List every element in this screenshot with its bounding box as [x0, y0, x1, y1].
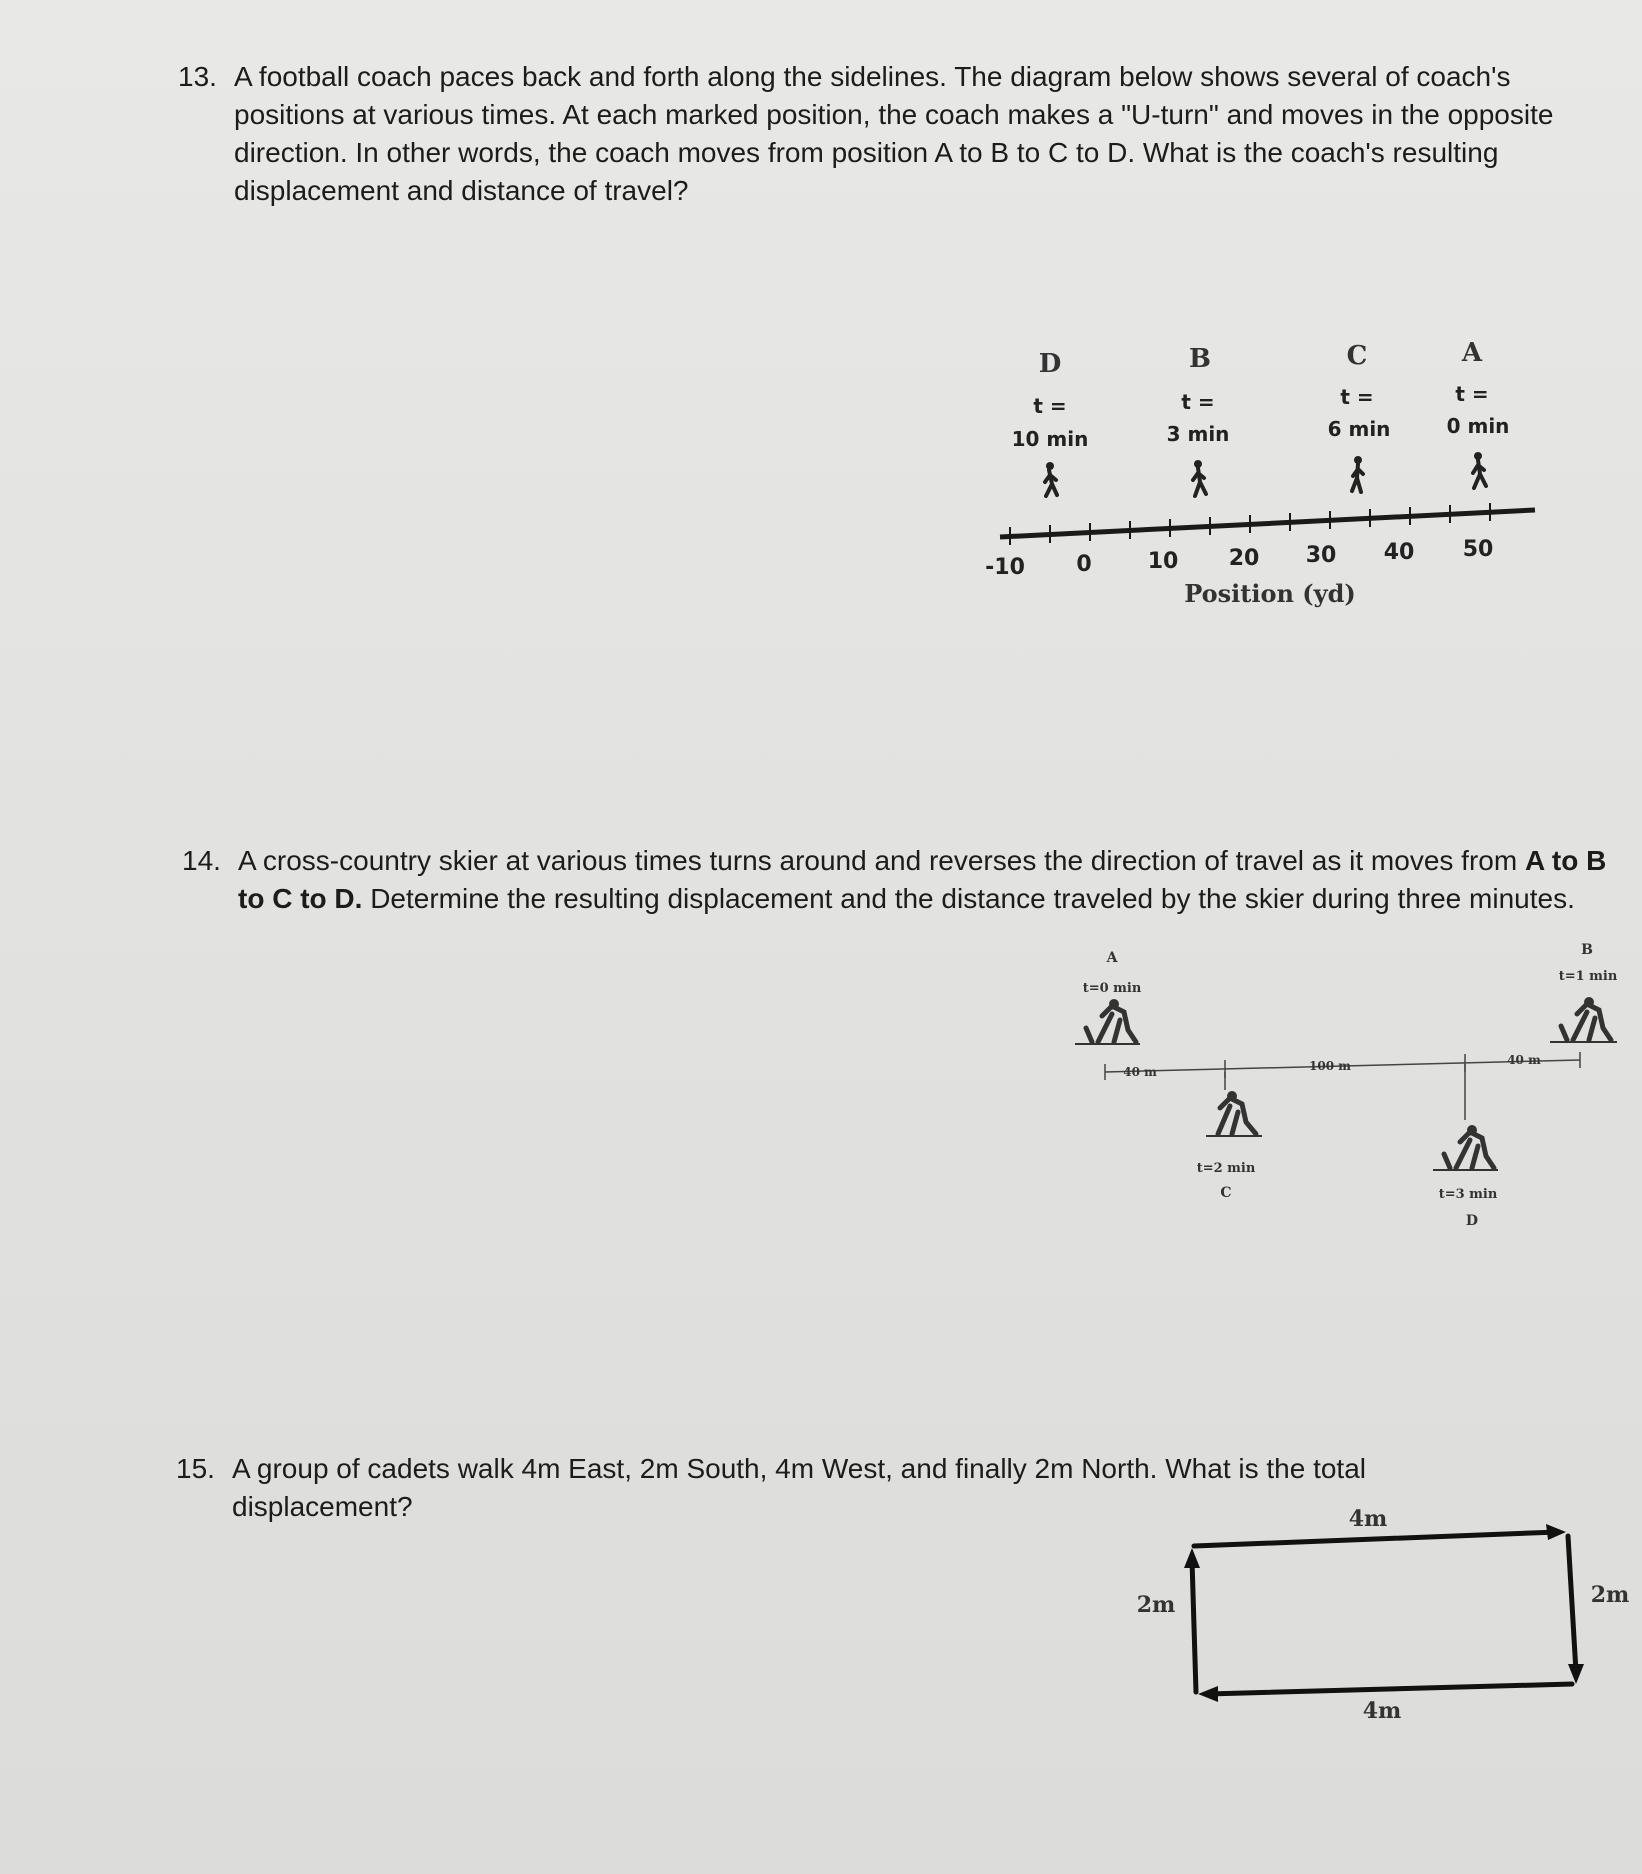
point-t-label-D: t =	[1033, 394, 1067, 418]
label-right-2m: 2m	[1590, 1582, 1630, 1608]
arrow-north	[1192, 1560, 1196, 1692]
label-bottom-4m: 4m	[1362, 1698, 1402, 1724]
question-text	[238, 842, 1608, 918]
point-t-label-B: t =	[1181, 390, 1215, 414]
cadet-path-diagram	[1120, 1500, 1630, 1730]
point-time-D: 10 min	[1011, 427, 1089, 451]
point-t-label-A: t =	[1455, 382, 1489, 406]
skier-figure-D	[1433, 1125, 1498, 1170]
coach-figure-B	[1193, 460, 1206, 496]
skier-figure-C	[1206, 1091, 1262, 1136]
tick-label: 0	[1076, 552, 1092, 577]
coach-figure-D	[1045, 462, 1057, 496]
arrow-west	[1208, 1684, 1572, 1694]
question-number: 14.	[182, 845, 221, 876]
label-top-4m: 4m	[1348, 1506, 1388, 1532]
tick-label: 10	[1147, 549, 1179, 574]
coach-figure-A	[1473, 452, 1486, 488]
question-text: A group of cadets walk 4m East, 2m South, 4m West, and finally 2m North. What is the total displacement?	[232, 1453, 1366, 1522]
skier-time-D: t=3 min	[1438, 1187, 1498, 1202]
segment-label-40m-right: 40 m	[1507, 1053, 1541, 1067]
arrow-south	[1568, 1536, 1576, 1672]
coach-position-diagram	[980, 330, 1600, 608]
point-letter-A: A	[1461, 338, 1483, 368]
skier-letter-A: A	[1106, 950, 1118, 966]
tick-label: 50	[1462, 537, 1494, 562]
skier-letter-D: D	[1465, 1213, 1479, 1229]
point-time-C: 6 min	[1327, 417, 1391, 441]
label-left-2m: 2m	[1136, 1592, 1176, 1618]
number-line-ticks	[1010, 503, 1490, 545]
skier-diagram	[1082, 940, 1630, 1230]
question-number: 15.	[176, 1453, 215, 1484]
segment-label-100m: 100 m	[1309, 1059, 1351, 1073]
skier-letter-B: B	[1581, 942, 1593, 958]
point-letter-B: B	[1189, 344, 1211, 374]
number-line	[1000, 510, 1535, 537]
point-time-B: 3 min	[1166, 422, 1230, 446]
arrowheads	[1184, 1524, 1584, 1702]
skier-figure-B	[1550, 997, 1617, 1042]
point-letter-C: C	[1346, 341, 1368, 371]
question-number: 13.	[178, 61, 217, 92]
question-text-part: Determine the resulting displacement and the distance traveled by the skier during three minutes.	[362, 883, 1575, 914]
tick-label: 30	[1305, 543, 1337, 568]
point-t-label-C: t =	[1340, 385, 1374, 409]
tick-label: 40	[1383, 540, 1415, 565]
path-arrows	[1192, 1532, 1576, 1694]
arrow-east	[1194, 1532, 1558, 1546]
tick-label: -10	[985, 555, 1025, 580]
skier-time-B: t=1 min	[1558, 969, 1618, 984]
skier-letter-C: C	[1220, 1185, 1232, 1201]
question-text-bold: A to B to C to D.	[238, 845, 1607, 914]
skier-time-A: t=0 min	[1082, 981, 1142, 996]
point-letter-D: D	[1038, 349, 1062, 379]
point-time-A: 0 min	[1446, 414, 1510, 438]
axis-label: Position (yd)	[1184, 579, 1356, 608]
skier-time-C: t=2 min	[1196, 1161, 1256, 1176]
question-text: A football coach paces back and forth along the sidelines. The diagram below shows several of coach's positions at various times. At each marked position, the coach makes a "U-turn" and moves in the opposite direction. In other words, the coach moves from position A to B to C to D. What is the coach's resulting displacement and distance of travel?	[234, 61, 1554, 206]
question-text-part: A cross-country skier at various times turns around and reverses the direction of travel as it moves from	[238, 845, 1525, 876]
segment-label-40m-left: 40 m	[1123, 1065, 1157, 1079]
tick-label: 20	[1228, 546, 1260, 571]
coach-figure-C	[1352, 456, 1363, 492]
